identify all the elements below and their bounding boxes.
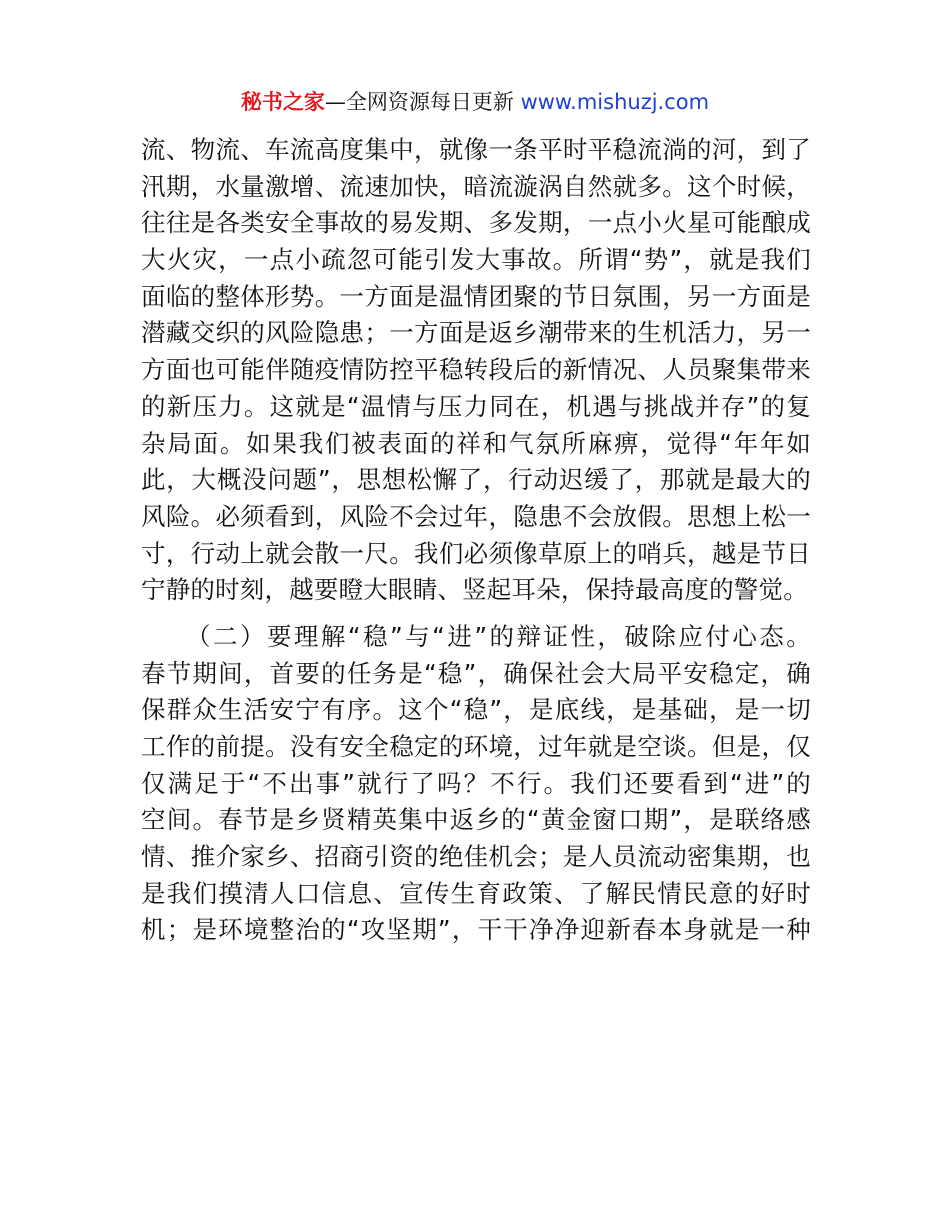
text-line: 风险。必须看到，风险不会过年，隐患不会放假。思想上松一 (141, 501, 811, 531)
text-line: 流、物流、车流高度集中，就像一条平时平稳流淌的河，到了 (141, 135, 811, 164)
text-line: 春节期间，首要的任务是“稳”，确保社会大局平安稳定，确 (141, 658, 811, 688)
brand-name: 秘书之家 (240, 90, 325, 114)
text-line: 保群众生活安宁有序。这个“稳”，是底线，是基础，是一切 (141, 695, 811, 725)
text-line: 情、推介家乡、招商引资的绝佳机会；是人员流动密集期，也 (141, 842, 811, 872)
text-line: 方面也可能伴随疫情防控平稳转段后的新情况、人员聚集带来 (141, 355, 811, 385)
text-line: 汛期，水量激增、流速加快，暗流漩涡自然就多。这个时候， (141, 171, 811, 201)
text-line: 工作的前提。没有安全稳定的环境，过年就是空谈。但是，仅 (141, 732, 811, 761)
text-line: 仅满足于“不出事”就行了吗？不行。我们还要看到“进”的 (141, 768, 811, 798)
text-line: 往往是各类安全事故的易发期、多发期，一点小火星可能酿成 (141, 208, 811, 238)
text-line: 寸，行动上就会散一尺。我们必须像草原上的哨兵，越是节日 (141, 538, 811, 568)
text-line: 宁静的时刻，越要瞪大眼睛、竖起耳朵，保持最高度的警觉。 (141, 575, 808, 605)
text-line: 此，大概没问题”，思想松懈了，行动迟缓了，那就是最大的 (141, 465, 811, 495)
text-line: 机；是环境整治的“攻坚期”，干干净净迎新春本身就是一种 (141, 915, 811, 945)
paragraph-2 (141, 619, 811, 949)
header-slogan: —全网资源每日更新 (324, 90, 514, 114)
text-line: 潜藏交织的风险隐患；一方面是返乡潮带来的生机活力，另一 (141, 318, 811, 348)
text-line: 杂局面。如果我们被表面的祥和气氛所麻痹，觉得“年年如 (141, 428, 811, 458)
paragraph-1 (141, 132, 811, 609)
paragraph-spacer (141, 609, 811, 619)
text-line: 面临的整体形势。一方面是温情团聚的节日氛围，另一方面是 (141, 281, 811, 311)
section-heading-line: （二）要理解“稳”与“进”的辩证性，破除应付心态。 (186, 621, 811, 651)
document-body (141, 132, 811, 949)
text-line: 的新压力。这就是“温情与压力同在，机遇与挑战并存”的复 (141, 391, 811, 421)
text-line: 大火灾，一点小疏忽可能引发大事故。所谓“势”，就是我们 (141, 245, 811, 275)
site-header (0, 88, 950, 116)
site-url-link[interactable]: www.mishuzj.com (520, 90, 710, 114)
text-line: 是我们摸清人口信息、宣传生育政策、了解民情民意的好时 (141, 878, 811, 908)
text-line: 空间。春节是乡贤精英集中返乡的“黄金窗口期”，是联络感 (141, 805, 811, 835)
